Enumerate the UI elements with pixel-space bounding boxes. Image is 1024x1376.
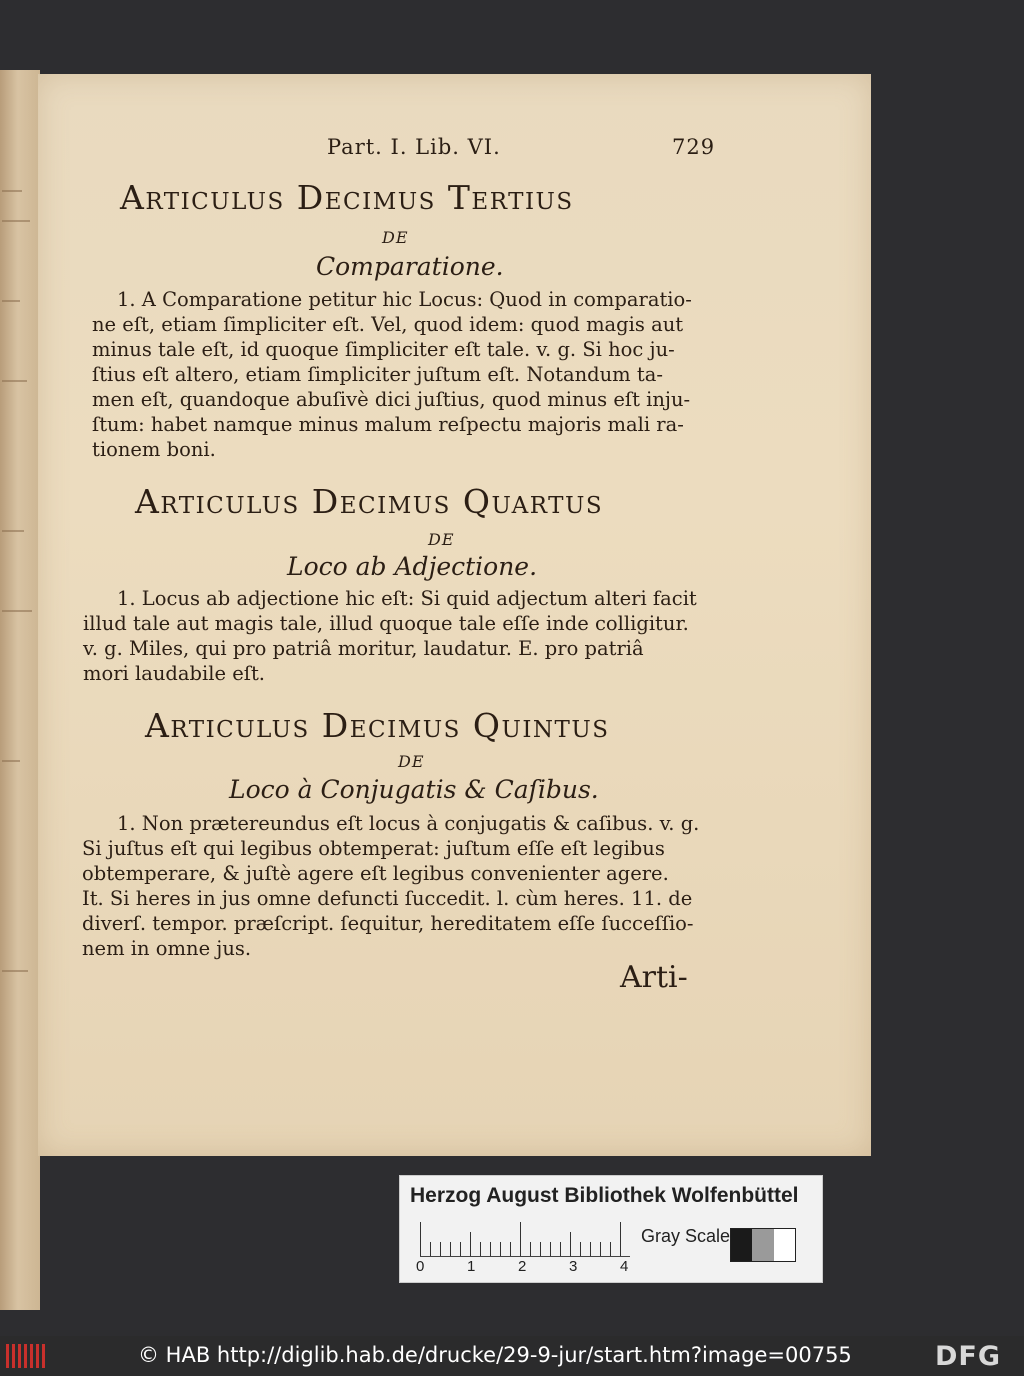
text-line: mori laudabile eſt.	[83, 662, 266, 685]
article-heading: Articulus Decimus Quintus	[145, 706, 610, 745]
text-line: ſtius eſt altero, etiam ſimpliciter juſtum eſt. Notandum ta-	[92, 363, 663, 386]
text-line: Si juſtus eſt qui legibus obtemperat: juſtum eſſe eſt legibus	[82, 837, 665, 860]
text-line: men eſt, quandoque abuſivè dici juſtius, quod minus eſt inju-	[92, 388, 691, 411]
text-line: ſtum: habet namque minus malum reſpectu majoris mali ra-	[92, 413, 684, 436]
text-line: minus tale eſt, id quoque ſimpliciter eſt tale. v. g. Si hoc ju-	[92, 338, 675, 361]
article-topic: Loco ab Adjectione.	[287, 552, 538, 581]
article-de: DE	[382, 228, 409, 247]
hab-logo-icon	[6, 1344, 46, 1368]
ruler-number: 3	[569, 1258, 578, 1275]
library-name: Herzog August Bibliothek Wolfenbüttel	[410, 1184, 799, 1207]
text-line: nem in omne jus.	[82, 937, 252, 960]
article-de: DE	[398, 752, 425, 771]
dfg-logo: DFG	[935, 1341, 1002, 1372]
text-line: v. g. Miles, qui pro patriâ moritur, laudatur. E. pro patriâ	[83, 637, 644, 660]
page-number: 729	[672, 135, 716, 159]
text-line: It. Si heres in jus omne defuncti ſuccedit. l. cùm heres. 11. de	[82, 887, 693, 910]
article-topic: Loco à Conjugatis & Caſibus.	[229, 775, 599, 804]
ruler-number: 0	[416, 1258, 425, 1275]
text-line: obtemperare, & juſtè agere eſt legibus convenienter agere.	[82, 862, 669, 885]
text-line: 1. A Comparatione petitur hic Locus: Quod in comparatio-	[117, 288, 692, 311]
gray-scale-swatches	[730, 1228, 796, 1262]
gray-swatch	[731, 1229, 752, 1261]
copyright-url[interactable]: © HAB http://diglib.hab.de/drucke/29-9-jur/start.htm?image=00755	[138, 1343, 852, 1367]
text-line: 1. Non prætereundus eſt locus à conjugatis & caſibus. v. g.	[117, 812, 700, 835]
viewer-footer	[0, 1336, 1024, 1376]
article-heading: Articulus Decimus Tertius	[120, 178, 574, 217]
article-de: DE	[428, 530, 455, 549]
article-heading: Articulus Decimus Quartus	[135, 482, 604, 521]
gray-swatch	[752, 1229, 773, 1261]
text-line: illud tale aut magis tale, illud quoque tale eſſe inde colligitur.	[83, 612, 689, 635]
article-topic: Comparatione.	[316, 252, 504, 281]
catchword: Arti-	[620, 960, 688, 995]
ruler-number: 1	[467, 1258, 476, 1275]
ruler-number: 2	[518, 1258, 527, 1275]
text-line: diverſ. tempor. præſcript. ſequitur, hereditatem eſſe ſucceſſio-	[82, 912, 694, 935]
text-line: 1. Locus ab adjectione hic eſt: Si quid adjectum alteri facit	[117, 587, 697, 610]
text-line: tionem boni.	[92, 438, 216, 461]
running-header: Part. I. Lib. VI.	[327, 135, 501, 159]
previous-page-edge	[0, 70, 40, 1310]
text-line: ne eſt, etiam ſimpliciter eſt. Vel, quod idem: quod magis aut	[92, 313, 684, 336]
ruler-number: 4	[620, 1258, 629, 1275]
gray-scale-label: Gray Scale	[641, 1226, 731, 1246]
scale-ruler	[420, 1222, 630, 1257]
gray-swatch	[774, 1229, 795, 1261]
